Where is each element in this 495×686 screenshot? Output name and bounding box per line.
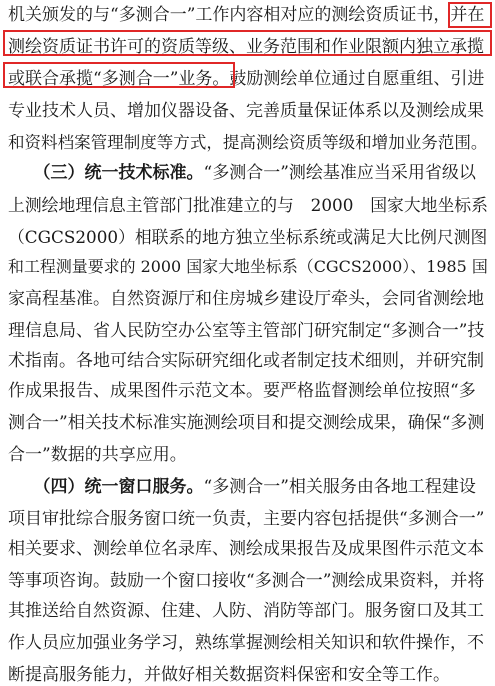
text-line [8,476,488,498]
text-segment: 测合一”相关技术标准实施测绘项目和提交测绘成果，确保“多测 [8,413,485,433]
text-line [8,350,488,372]
section-heading: （四）统一窗口服务。 [8,477,204,497]
text-segment: 等事项咨询。鼓励一个窗口接收“多测合一”测绘成果资料，并将 [8,571,485,591]
text-line [8,380,488,402]
section-heading: （三）统一技术标准。 [8,163,204,183]
text-line [8,508,488,530]
text-line [8,36,488,58]
text-line [8,632,488,654]
text-segment: 相关要求、测绘单位名录库、测绘成果报告及成果图件示范文本 [8,539,484,559]
text-line [8,664,488,686]
text-line [8,538,488,560]
text-line [8,288,488,310]
text-line [8,320,488,342]
text-line [8,132,488,154]
text-segment: 专业技术人员、增加仪器设备、完善质量保证体系以及测绘成果 [8,101,484,121]
text-line [8,162,488,184]
text-segment: 并在 [450,5,485,25]
text-segment: “多测合一”测绘基准应当采用省级以 [203,163,476,183]
text-segment: 理信息局、省人民防空办公室等主管部门研究制定“多测合一”技 [8,321,485,341]
text-line [8,256,488,278]
text-segment: 作人员应加强业务学习，熟练掌握测绘相关知识和软件操作，不 [8,633,484,653]
text-segment: 上测绘地理信息主管部门批准建立的与 2000 国家大地坐标系 [8,195,488,215]
text-segment: 项目审批综合服务窗口统一负责，主要内容包括提供“多测合一” [8,509,485,529]
text-segment: 鼓励测绘单位通过自愿重组、引进 [229,69,485,89]
text-line [8,194,488,216]
text-line [8,444,488,466]
text-line [8,226,488,248]
text-line [8,570,488,592]
text-line [8,412,488,434]
text-segment: 和工程测量要求的 2000 国家大地坐标系（CGCS2000）、1985 国 [8,257,488,276]
text-segment: “多测合一”相关服务由各地工程建设 [203,477,476,497]
text-line [8,68,488,90]
text-segment: 其推送给自然资源、住建、人防、消防等部门。服务窗口及其工 [8,601,484,621]
text-segment: 机关颁发的与“多测合一”工作内容相对应的测绘资质证书， [8,5,451,25]
text-segment: 断提高服务能力，并做好相关数据资料保密和安全等工作。 [8,665,450,685]
text-segment: 和资料档案管理制度等方式，提高测绘资质等级和增加业务范围。 [8,133,488,152]
text-line [8,100,488,122]
text-segment: 合一”数据的共享应用。 [8,445,187,465]
text-segment: （CGCS2000）相联系的地方独立坐标系统或满足大比例尺测图 [8,227,488,247]
text-segment: 测绘资质证书许可的资质等级、业务范围和作业限额内独立承揽 [8,37,484,57]
text-line [8,4,488,26]
text-line [8,600,488,622]
text-segment: 术指南。各地可结合实际研究细化或者制定技术细则，并研究制 [8,351,484,371]
text-segment: 或联合承揽“多测合一”业务。 [8,69,230,89]
text-segment: 家高程基准。自然资源厅和住房城乡建设厅牵头，会同省测绘地 [8,289,484,309]
text-segment: 作成果报告、成果图件示范文本。要严格监督测绘单位按照“多 [8,381,476,401]
